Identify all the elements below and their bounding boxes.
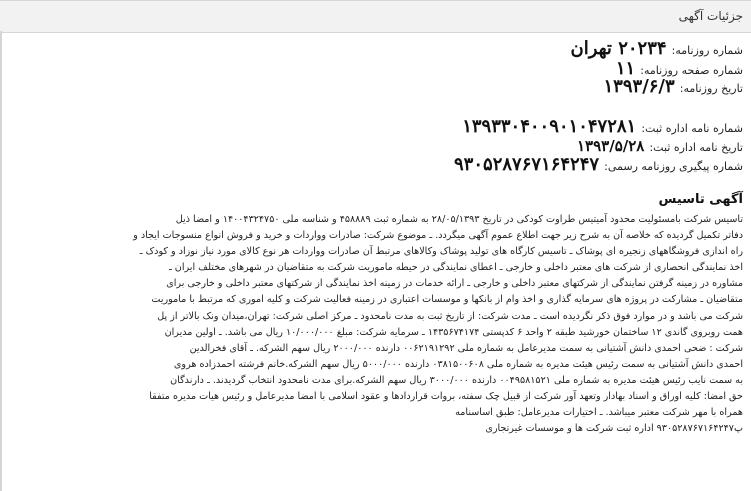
- announcement-line: همت روبروی گاندی ۱۲ ساختمان خورشید طبقه ۲ واحد ۶ کدپستی ۱۴۳۵۶۷۴۱۷۴ ـ سرمایه شرکت: مبلغ ۱۰/۰۰۰/۰۰۰ ریال می باشد. ـ اولین مدیران: [164, 326, 743, 338]
- newspaper-date-value: ۱۳۹۳/۶/۳: [603, 76, 675, 97]
- announcement-line: شرکت : ضحی احمدی دانش آشتیانی به سمت مدیرعامل به شماره ملی ۰۰۶۲۱۹۱۲۹۲ دارنده ۲۰۰۰/۰۰۰ ریال سهم الشرکه. ـ آقای فخرالدین: [189, 342, 743, 354]
- announcement-line: به سمت نایب رئیس هیئت مدیره به شماره ملی ۰۰۴۹۵۸۱۵۲۱ دارنده ۳۰۰۰/۰۰۰ ریال سهم الشرکه.برای مدت نامحدود انتخاب گردیدند. ـ دارندگان: [170, 374, 743, 386]
- newspaper-date-row: [604, 76, 743, 97]
- announcement-line: متقاضیان ـ مشارکت در پروژه های سرمایه گذاری و اخذ وام از بانکها و موسسات اعتباری در زمینه فعالیت شرکت و کلیه اموری که مرتبط با ماموریت: [151, 294, 743, 306]
- newspaper-number-value: ۲۰۲۳۴ تهران: [570, 38, 667, 59]
- page-title: جزئیات آگهی: [678, 9, 743, 23]
- tracking-number-value: ۹۳۰۵۲۸۷۶۷۱۶۴۲۴۷: [454, 154, 600, 175]
- announcement-line: مشاوره در زمینه گرفتن نمایندگی از شرکتهای معتبر داخلی و خارجی ـ ارائه خدمات در زمینه اخذ نمایندگی از شرکتهای معتبر داخلی و خارجی برای: [166, 278, 743, 290]
- announcement-line: حق امضا: کلیه اوراق و اسناد بهادار وتعهد آور شرکت از قبیل چک سفته، بروات قراردادها و عقود اسلامی با امضا مدیرعامل و رئیس هیات مدیره متفقا: [149, 391, 743, 403]
- announcement-line: راه اندازی فروشگاههای زنجیره ای پوشاک ـ تاسیس کارگاه های تولید پوشاک وکالاهای مرتبط آن صادرات وواردات هر نوع کالای مورد نیاز نوزاد و کودک ـ: [139, 246, 743, 258]
- announcement-line: اخذ نمایندگی انحصاری از شرکت های معتبر داخلی و خارجی ـ اعطای نمایندگی در حیطه ماموریت شرکت به متقاضیان در شهرهای مختلف ایران ـ: [168, 262, 743, 274]
- page-number-label: شماره صفحه روزنامه:: [640, 64, 743, 77]
- announcement-line: شرکت می باشد و در موارد فوق ذکر نگردیده است ـ مدت شرکت: از تاریخ ثبت به مدت نامحدود ـ مرکز اصلی شرکت: تهران،میدان ونک بالاتر از پل: [157, 310, 743, 322]
- registry-letter-number-label: شماره نامه اداره ثبت:: [641, 122, 743, 135]
- tracking-number-label: شماره پیگیری روزنامه رسمی:: [604, 160, 743, 173]
- announcement-line: پ۹۳۰۵۲۸۷۶۷۱۶۴۲۴۷ اداره ثبت شرکت ها و موسسات غیرتجاری: [485, 423, 743, 435]
- announcement-line: احمدی دانش آشتیانی به سمت رئیس هیئت مدیره به شماره ملی ۰۳۸۱۵۰۰۶۰۸ دارنده ۵۰۰۰/۰۰۰ ریال سهم الشرکه.خانم فرشته احمدزاده هروی: [173, 358, 743, 370]
- announcement-line: دفاتر تکمیل گردیده که خلاصه آن به شرح زیر جهت اطلاع عموم آگهی میگردد. ـ موضوع شرکت: صادرات وواردات و خرید و فروش انواع منسوجات ایجاد و: [133, 230, 743, 242]
- registry-letter-date-label: تاریخ نامه اداره ثبت:: [649, 141, 743, 154]
- newspaper-number-label: شماره روزنامه:: [671, 44, 743, 57]
- newspaper-number-row: [570, 38, 743, 59]
- tracking-number-row: [454, 154, 743, 175]
- announcement-title: آگهی تاسیس: [658, 192, 743, 207]
- page-number-value: ۱۱: [615, 58, 636, 79]
- announcement-body: [10, 212, 743, 437]
- scroll-track[interactable]: [0, 31, 2, 491]
- registry-letter-date-value: ۱۳۹۳/۵/۲۸: [576, 137, 645, 155]
- registry-letter-number-row: [462, 116, 743, 137]
- registry-letter-number-value: ۱۳۹۳۳۰۴۰۰۹۰۱۰۴۷۲۸۱: [462, 116, 637, 137]
- announcement-line: همراه با مهر شرکت معتبر میباشد. ـ اختیارات مدیرعامل: طبق اساسنامه: [455, 407, 743, 419]
- newspaper-date-label: تاریخ روزنامه:: [679, 82, 743, 95]
- header-bar: [0, 0, 751, 33]
- registry-letter-date-row: [577, 136, 743, 155]
- announcement-line: تاسیس شرکت بامسئولیت محدود آمیتیس طراوت کودکی در تاریخ ۲۸/۰۵/۱۳۹۳ به شماره ثبت ۴۵۸۸۸۹ و شناسه ملی ۱۴۰۰۴۳۲۴۷۵۰ و امضا ذیل: [175, 214, 743, 225]
